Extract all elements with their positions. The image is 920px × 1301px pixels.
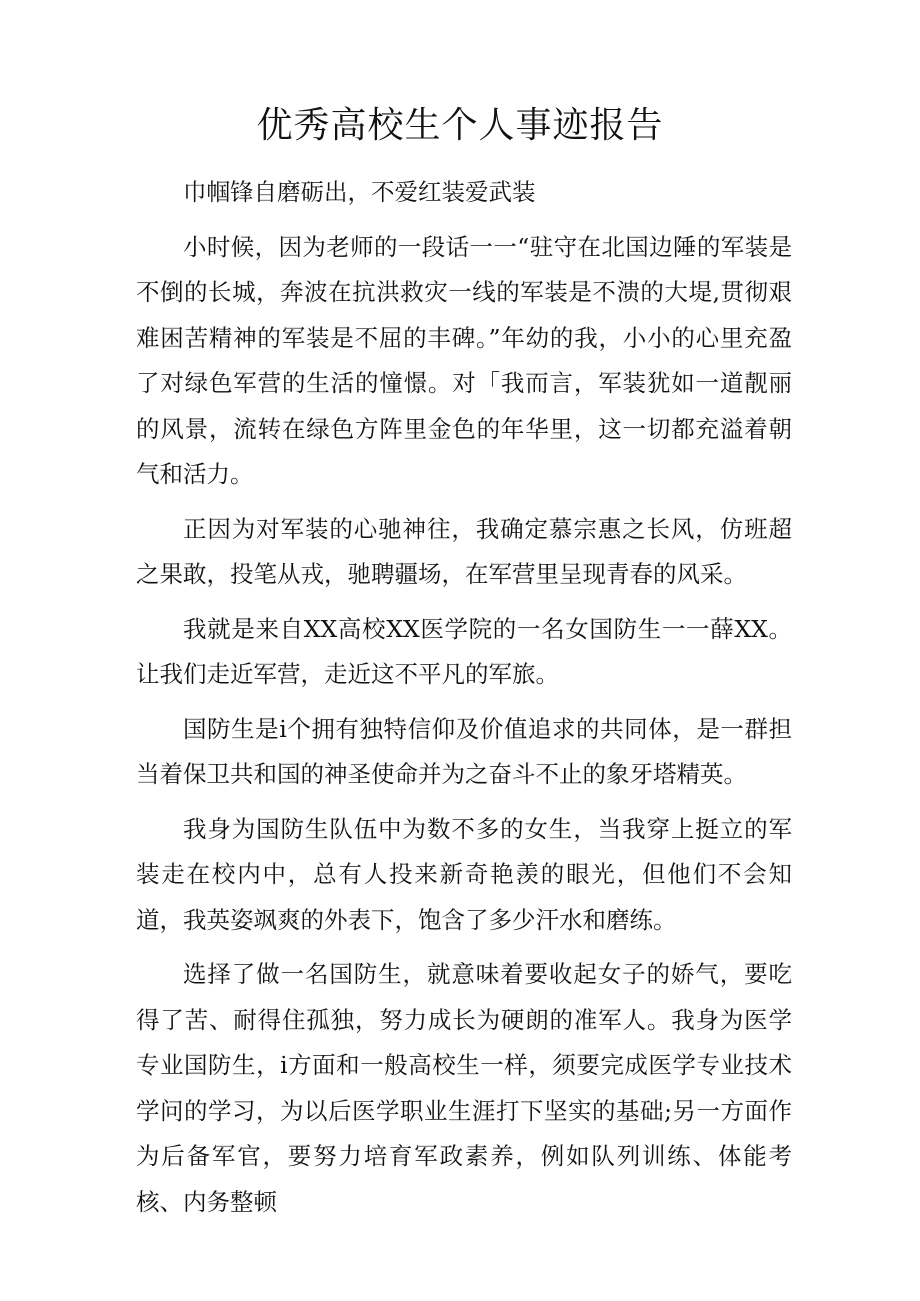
paragraph-subtitle: 巾帼锋自磨砺出，不爱红装爱武装: [183, 178, 536, 206]
document-body: [136, 170, 792, 1234]
paragraph: 选择了做一名国防生，就意味着要收起女子的娇气，要吃得了苦、耐得住孤独，努力成长为硬朗的准军人。我身为医学专业国防生，i方面和一般高校生一样，须要完成医学专业技术学问的学习，为以后医学职业生涯打下坚实的基础;另一方面作为后备军官，要努力培育军政素养，例如队列训练、体能考核、内务整顿: [136, 960, 792, 1216]
paragraph: 我身为国防生队伍中为数不多的女生，当我穿上挺立的军装走在校内中，总有人投来新奇艳羡的眼光，但他们不会知道，我英姿飒爽的外表下，饱含了多少汗水和磨练。: [136, 814, 792, 934]
paragraph: 我就是来自XX高校XX医学院的一名女国防生一一薛XX。让我们走近军营，走近这不平凡的军旅。: [136, 614, 792, 688]
paragraph: 国防生是i个拥有独特信仰及价值追求的共同体，是一群担当着保卫共和国的神圣使命并为之奋斗不止的象牙塔精英。: [136, 714, 792, 788]
document-title: 优秀高校生个人事迹报告: [256, 105, 664, 146]
paragraph: 正因为对军装的心驰神往，我确定慕宗惠之长风，仿班超之果敢，投笔从戎，驰聘疆场，在军营里呈现青春的风采。: [136, 514, 792, 588]
paragraph: 小时候，因为老师的一段话一一“驻守在北国边陲的军装是不倒的长城，奔波在抗洪救灾一线的军装是不溃的大堤,贯彻艰难困苦精神的军装是不屈的丰碑。”年幼的我，小小的心里充盈了对绿色军营的生活的憧憬。对「我而言，军装犹如一道靓丽的风景，流转在绿色方阵里金色的年华里，这一切都充溢着朝气和活力。: [136, 232, 792, 488]
